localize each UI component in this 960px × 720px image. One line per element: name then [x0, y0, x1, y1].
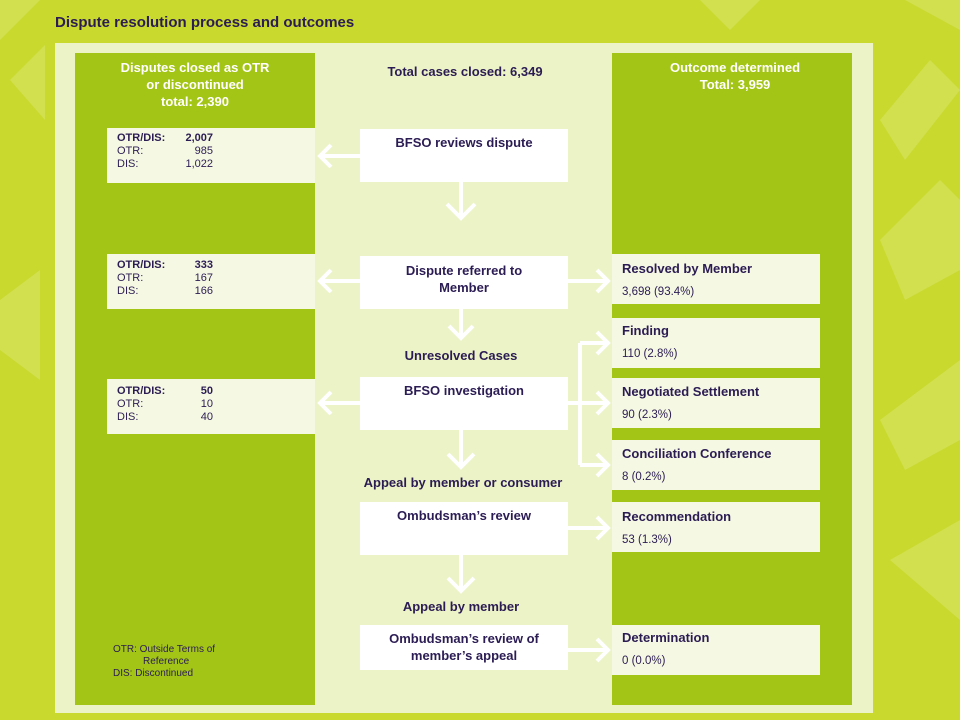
right-column-header	[612, 59, 858, 93]
total-cases-label: Total cases closed: 6,349	[387, 64, 543, 79]
stat-label: OTR/DIS:	[117, 259, 166, 271]
stat-value: 985	[194, 145, 213, 157]
stat-value: 333	[194, 259, 213, 271]
step-ombudsman-review-label: Ombudsman’s review	[397, 508, 531, 523]
outcome-negotiated-settlement	[612, 378, 820, 428]
step-referred-to-member	[360, 256, 568, 309]
outcome-title: Finding	[622, 323, 669, 338]
appeal-member-consumer-label: Appeal by member or consumer	[363, 475, 563, 490]
page-title: Dispute resolution process and outcomes	[55, 14, 355, 31]
step-referred-label-2: Member	[439, 280, 489, 295]
outcome-conciliation-conference	[612, 440, 820, 490]
step-referred-label-1: Dispute referred to	[405, 263, 523, 278]
step-bfso-investigation	[360, 377, 568, 430]
stat-value: 50	[200, 385, 213, 397]
step-ombudsman-appeal-review	[360, 625, 568, 670]
stat-row	[117, 385, 315, 398]
stat-label: DIS:	[117, 411, 139, 423]
stat-label: OTR/DIS:	[117, 132, 166, 144]
stat-row	[117, 272, 315, 285]
stat-value: 1,022	[185, 158, 213, 170]
outcome-value: 110 (2.8%)	[622, 348, 678, 360]
outcome-value: 53 (1.3%)	[622, 534, 672, 546]
stat-row	[117, 411, 315, 424]
step-appeal-label-1: Ombudsman’s review of	[389, 631, 539, 646]
outcome-title: Resolved by Member	[622, 261, 753, 276]
stat-label: DIS:	[117, 285, 139, 297]
closed-stats-box-1	[107, 128, 315, 183]
outcome-title: Recommendation	[622, 509, 732, 524]
step-appeal-label-2: member’s appeal	[410, 648, 518, 663]
stat-row	[117, 285, 315, 298]
abbreviation-legend	[113, 644, 303, 680]
stat-label: OTR:	[117, 145, 144, 157]
stat-label: OTR:	[117, 272, 144, 284]
outcome-resolved-by-member	[612, 254, 820, 304]
outcome-value: 0 (0.0%)	[622, 655, 666, 667]
stat-row	[117, 259, 315, 272]
stat-row	[117, 132, 315, 145]
stat-row	[117, 158, 315, 171]
outcome-value: 90 (2.3%)	[622, 409, 672, 421]
stat-row	[117, 145, 315, 158]
step-bfso-review-label: BFSO reviews dispute	[395, 135, 533, 150]
stat-value: 2,007	[185, 132, 213, 144]
left-header-line2: or discontinued	[146, 77, 244, 92]
unresolved-cases-label: Unresolved Cases	[404, 348, 518, 363]
outcome-recommendation	[612, 502, 820, 552]
stat-label: OTR/DIS:	[117, 385, 166, 397]
stat-value: 166	[194, 285, 213, 297]
outcome-title: Negotiated Settlement	[622, 384, 760, 399]
stat-value: 10	[200, 398, 213, 410]
outcome-value: 3,698 (93.4%)	[622, 286, 695, 298]
outcome-title: Determination	[622, 630, 710, 645]
right-header-line2: Total: 3,959	[699, 77, 771, 92]
stat-value: 167	[194, 272, 213, 284]
stat-row	[117, 398, 315, 411]
stat-value: 40	[200, 411, 213, 423]
step-ombudsman-review	[360, 502, 568, 555]
outcome-determination	[612, 625, 820, 675]
closed-stats-box-3	[107, 379, 315, 434]
stat-label: DIS:	[117, 158, 139, 170]
left-header-line1: Disputes closed as OTR	[120, 60, 270, 75]
left-header-line3: total: 2,390	[161, 94, 229, 109]
stat-label: OTR:	[117, 398, 144, 410]
outcome-title: Conciliation Conference	[622, 446, 772, 461]
outcome-finding	[612, 318, 820, 368]
step-bfso-review	[360, 129, 568, 182]
closed-stats-box-2	[107, 254, 315, 309]
legend-line-otr: OTR: Outside Terms of	[113, 644, 216, 655]
outcome-value: 8 (0.2%)	[622, 471, 666, 483]
appeal-member-label: Appeal by member	[402, 599, 520, 614]
legend-line-reference: Reference	[143, 656, 190, 667]
legend-line-dis: DIS: Discontinued	[113, 668, 194, 679]
right-header-line1: Outcome determined	[669, 60, 801, 75]
step-investigation-label: BFSO investigation	[404, 383, 524, 398]
left-column-header	[75, 59, 315, 110]
